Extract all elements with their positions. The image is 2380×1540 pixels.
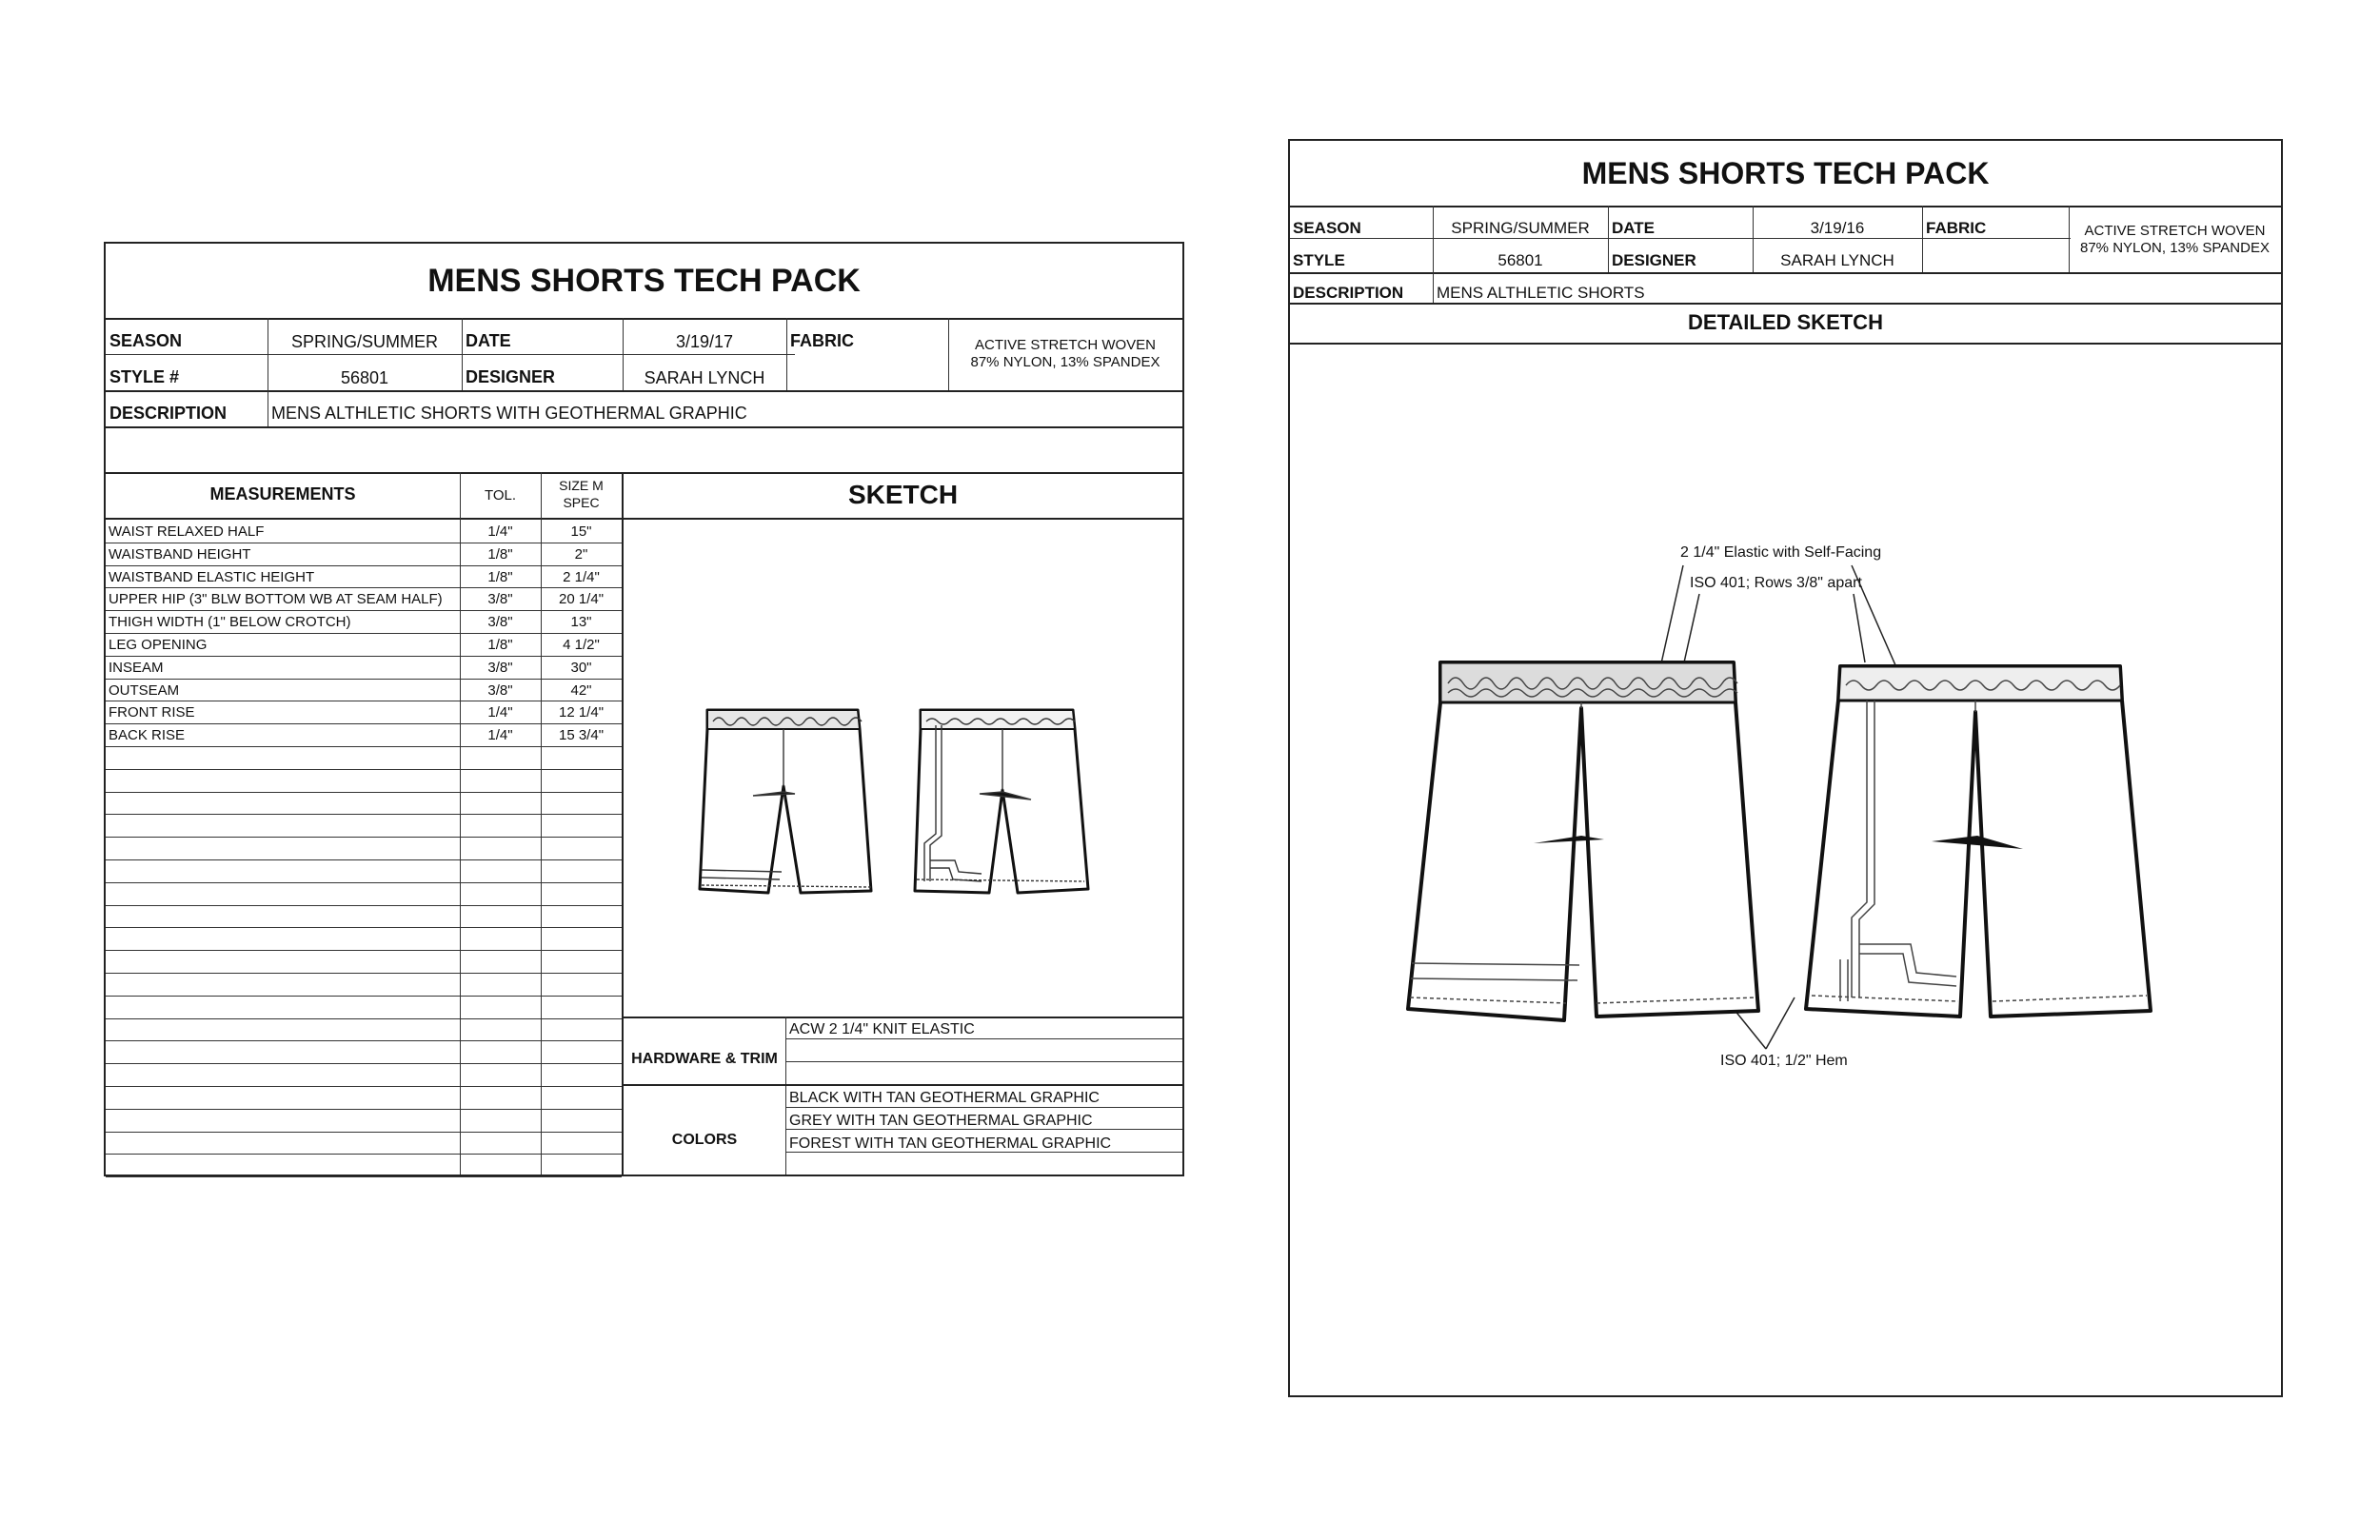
measurement-spec: 30" bbox=[570, 659, 592, 676]
color-option-2: GREY WITH TAN GEOTHERMAL GRAPHIC bbox=[789, 1113, 1093, 1129]
left-sheet-title: MENS SHORTS TECH PACK bbox=[427, 263, 861, 299]
measurement-tol: 3/8" bbox=[487, 659, 513, 676]
right-designer-label: DESIGNER bbox=[1612, 251, 1696, 269]
left-date-label: DATE bbox=[466, 331, 511, 350]
right-style-value: 56801 bbox=[1497, 251, 1543, 269]
measurement-tol: 3/8" bbox=[487, 591, 513, 608]
shorts-flat-sketch bbox=[696, 701, 1115, 910]
sketch-header: SKETCH bbox=[847, 480, 959, 509]
measurement-tol: 3/8" bbox=[487, 681, 513, 699]
measurement-spec: 20 1/4" bbox=[558, 591, 605, 608]
right-sheet-title: MENS SHORTS TECH PACK bbox=[1581, 156, 1990, 190]
callout-hem: ISO 401; 1/2" Hem bbox=[1720, 1053, 1848, 1069]
hardware-trim-label: HARDWARE & TRIM bbox=[631, 1051, 778, 1067]
size-header-line2: SPEC bbox=[563, 495, 600, 510]
right-style-label: STYLE bbox=[1293, 251, 1345, 269]
measurement-tol: 1/8" bbox=[487, 637, 513, 653]
measurement-spec: 2" bbox=[574, 545, 588, 563]
measurement-spec: 42" bbox=[570, 681, 592, 699]
left-style-label: STYLE # bbox=[109, 367, 180, 386]
measurement-tol: 1/8" bbox=[487, 568, 513, 585]
measurement-tol: 1/4" bbox=[487, 727, 513, 744]
detailed-sketch-header: DETAILED SKETCH bbox=[1688, 310, 1883, 334]
measurement-spec: 15" bbox=[570, 523, 592, 540]
right-description-value: MENS ALTHLETIC SHORTS bbox=[1437, 284, 1645, 302]
right-designer-value: SARAH LYNCH bbox=[1780, 251, 1894, 269]
measurement-name: FRONT RISE bbox=[109, 704, 195, 721]
measurement-name: WAISTBAND ELASTIC HEIGHT bbox=[109, 568, 315, 585]
size-header-line1: SIZE M bbox=[559, 478, 604, 493]
measurement-tol: 1/4" bbox=[487, 523, 513, 540]
left-description-value: MENS ALTHLETIC SHORTS WITH GEOTHERMAL GRAPHIC bbox=[271, 404, 747, 423]
right-date-value: 3/19/16 bbox=[1810, 219, 1865, 237]
left-fabric-line2: 87% NYLON, 13% SPANDEX bbox=[970, 354, 1160, 370]
tol-header: TOL. bbox=[484, 487, 517, 503]
measurement-name: LEG OPENING bbox=[109, 637, 208, 653]
measurement-name: INSEAM bbox=[109, 659, 164, 676]
left-date-value: 3/19/17 bbox=[675, 332, 734, 351]
measurement-name: WAISTBAND HEIGHT bbox=[109, 545, 251, 563]
right-fabric-line1: ACTIVE STRETCH WOVEN bbox=[2084, 223, 2266, 239]
measurement-spec: 13" bbox=[570, 614, 592, 631]
left-fabric-label: FABRIC bbox=[790, 331, 854, 350]
measurements-header: MEASUREMENTS bbox=[209, 484, 356, 503]
left-style-value: 56801 bbox=[340, 368, 389, 387]
right-season-label: SEASON bbox=[1293, 219, 1361, 237]
measurement-spec: 12 1/4" bbox=[558, 704, 605, 721]
measurement-name: BACK RISE bbox=[109, 727, 186, 744]
right-description-label: DESCRIPTION bbox=[1293, 284, 1404, 302]
measurement-tol: 1/8" bbox=[487, 545, 513, 563]
right-season-value: SPRING/SUMMER bbox=[1451, 219, 1590, 237]
right-fabric-line2: 87% NYLON, 13% SPANDEX bbox=[2080, 240, 2270, 256]
color-option-3: FOREST WITH TAN GEOTHERMAL GRAPHIC bbox=[789, 1135, 1112, 1152]
left-season-value: SPRING/SUMMER bbox=[290, 332, 438, 351]
measurement-spec: 4 1/2" bbox=[563, 637, 600, 653]
shorts-detailed-sketch bbox=[1290, 141, 2281, 1395]
measurement-name: WAIST RELAXED HALF bbox=[109, 523, 265, 540]
left-fabric-line1: ACTIVE STRETCH WOVEN bbox=[974, 337, 1156, 353]
color-option-1: BLACK WITH TAN GEOTHERMAL GRAPHIC bbox=[789, 1090, 1100, 1106]
callout-rows: ISO 401; Rows 3/8" apart bbox=[1690, 575, 1862, 591]
right-fabric-label: FABRIC bbox=[1926, 219, 1987, 237]
left-description-label: DESCRIPTION bbox=[109, 404, 228, 423]
measurement-spec: 2 1/4" bbox=[563, 568, 600, 585]
left-designer-label: DESIGNER bbox=[466, 367, 556, 386]
hardware-item-1: ACW 2 1/4" KNIT ELASTIC bbox=[789, 1021, 975, 1037]
colors-label: COLORS bbox=[671, 1132, 738, 1148]
left-season-label: SEASON bbox=[109, 331, 183, 350]
left-designer-value: SARAH LYNCH bbox=[644, 368, 765, 387]
callout-elastic: 2 1/4" Elastic with Self-Facing bbox=[1680, 544, 1882, 561]
measurement-tol: 1/4" bbox=[487, 704, 513, 721]
measurement-name: THIGH WIDTH (1" BELOW CROTCH) bbox=[109, 614, 351, 631]
measurement-tol: 3/8" bbox=[487, 614, 513, 631]
left-tech-pack-sheet bbox=[104, 242, 1184, 1176]
measurement-name: OUTSEAM bbox=[109, 681, 180, 699]
right-date-label: DATE bbox=[1612, 219, 1656, 237]
measurement-name: UPPER HIP (3" BLW BOTTOM WB AT SEAM HALF) bbox=[109, 591, 443, 608]
measurement-spec: 15 3/4" bbox=[558, 727, 605, 744]
right-tech-pack-sheet bbox=[1288, 139, 2283, 1397]
